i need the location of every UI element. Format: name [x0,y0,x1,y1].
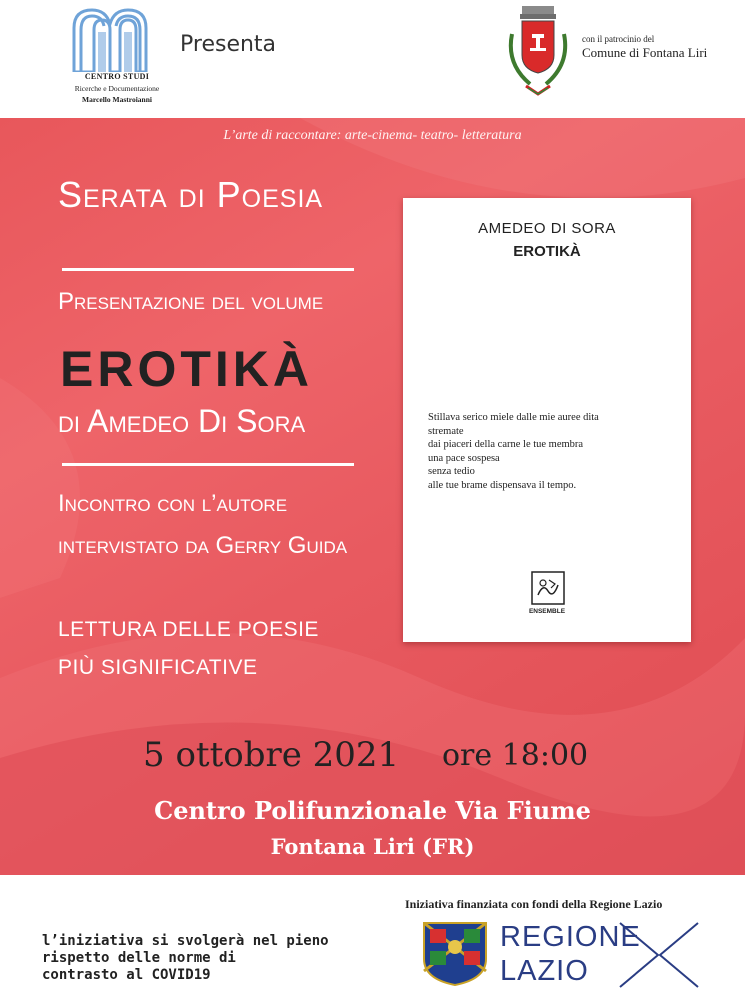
org-name: Marcello Mastroianni [82,95,152,104]
org-subtitle: Ricerche e Documentazione [74,84,160,93]
divider-top [62,268,354,271]
covid-notice [42,933,342,984]
book-cover-author: AMEDEO DI SORA [478,220,616,237]
event-date: 5 ottobre 2021 [143,735,400,775]
event-venue: Centro Polifunzionale Via Fiume [154,796,591,825]
author-line: di Amedeo Di Sora [58,403,306,439]
book-title-heading: EROTIKÀ [60,341,313,397]
poem-line: una pace sospesa [428,452,500,464]
reading-line-2: PIÙ SIGNIFICATIVE [58,656,258,679]
presentation-label: Presentazione del volume [58,288,324,315]
covid-notice-line: l’iniziativa si svolgerà nel pieno [42,933,329,949]
footer [0,875,745,993]
reading-line-1: LETTURA DELLE POESIE [58,618,319,641]
meeting-line-2: intervistato da Gerry Guida [58,532,348,559]
patronage-comune: Comune di Fontana Liri [582,45,708,60]
publisher-name: ENSEMBLE [528,608,566,615]
tagline: L’arte di raccontare: arte-cinema- teatro- letteratura [223,128,522,143]
poem-line: dai piaceri della carne le tue membra [428,439,584,450]
region-chevron-mark-icon [618,921,700,989]
poem-line: senza tedio [428,466,475,477]
patronage-small: con il patrocinio del [582,34,655,44]
regione-lazio-crest-icon [418,919,492,987]
book-cover-poem [428,411,678,492]
header [0,0,745,118]
book-cover-title: EROTIKÀ [513,243,581,260]
event-time: ore 18:00 [442,738,589,773]
event-title: Serata di Poesia [58,174,324,215]
org-title: CENTRO STUDI [84,72,150,81]
poem-line: alle tue brame dispensava il tempo. [428,479,577,491]
region-name-line-2: LAZIO [500,955,589,987]
poem-line: stremate [428,425,464,437]
book-cover [403,198,691,642]
event-panel [0,118,745,875]
covid-notice-line: contrasto al COVID19 [42,967,211,983]
presenta-text: Presenta [180,32,277,57]
divider-bottom [62,463,354,466]
centro-studi-m-logo-icon [70,6,160,72]
meeting-line-1: Incontro con l’autore [58,490,288,517]
event-city: Fontana Liri (FR) [270,834,475,859]
poem-line: Stillava serico miele dalle mie auree dita [428,412,599,423]
region-name-line-1: REGIONE [500,921,641,953]
centro-studi-logo [62,6,172,106]
funding-note: Iniziativa finanziata con fondi della Regione Lazio [405,897,663,911]
publisher-logo-icon [531,571,565,605]
comune-crest-icon [502,4,574,100]
covid-notice-line: rispetto delle norme di [42,950,236,966]
